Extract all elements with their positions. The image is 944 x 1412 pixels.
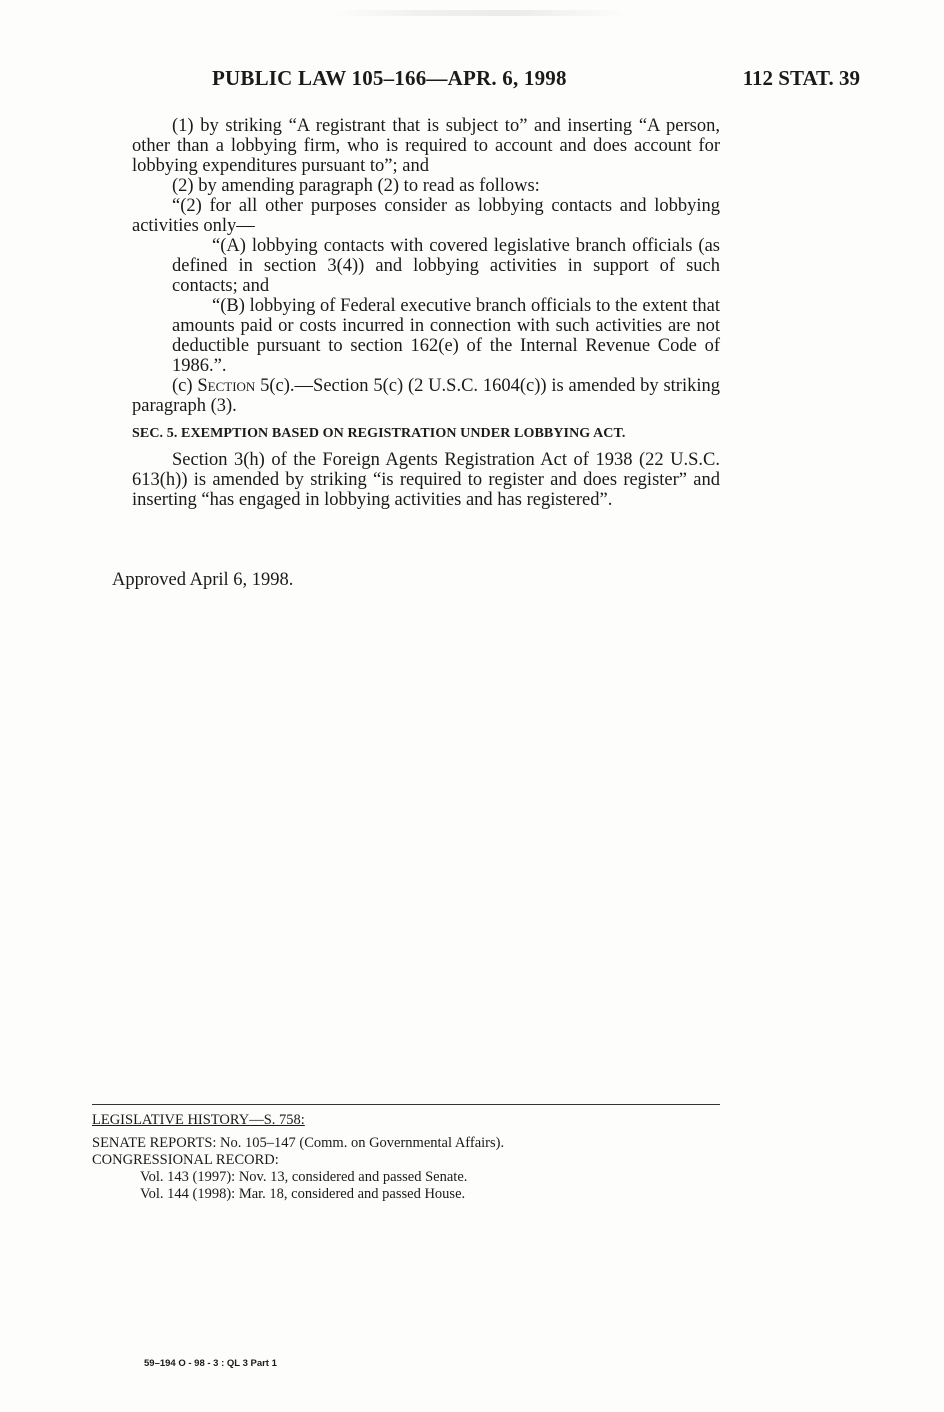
section-5-text: Section 3(h) of the Foreign Agents Registration Act of 1938 (22 U.S.C. 613(h)) is amended by striking “is required to register and does register” and inserting “has engaged in lobbying activities and has registered”. <box>132 450 720 510</box>
subparagraph-a: “(A) lobbying contacts with covered legislative branch officials (as defined in section 3(4)) and lobbying activities in support of such contacts; and <box>172 236 720 296</box>
subsection-c-smallcaps: Section <box>197 376 256 396</box>
approval-date: Approved April 6, 1998. <box>112 570 294 590</box>
record-vol-144: Vol. 144 (1998): Mar. 18, considered and passed House. <box>140 1186 466 1202</box>
subparagraph-b: “(B) lobbying of Federal executive branch officials to the extent that amounts paid or costs incurred in connection with such activities are not deductible pursuant to section 162(e) of the Internal Revenue Code of 1986.”. <box>172 296 720 376</box>
amendment-paragraph-2-text: “(2) for all other purposes consider as lobbying contacts and lobbying activities only— <box>132 196 720 236</box>
record-vol-143: Vol. 143 (1997): Nov. 13, considered and passed Senate. <box>140 1169 468 1185</box>
statute-body <box>132 116 720 510</box>
history-divider <box>92 1104 720 1105</box>
amendment-paragraph-2: (2) by amending paragraph (2) to read as follows: <box>172 176 540 196</box>
scan-artifact <box>330 10 630 16</box>
print-code: 59–194 O - 98 - 3 : QL 3 Part 1 <box>144 1358 277 1369</box>
section-5-heading: SEC. 5. EXEMPTION BASED ON REGISTRATION UNDER LOBBYING ACT. <box>132 426 626 441</box>
history-title: LEGISLATIVE HISTORY—S. 758: <box>92 1112 305 1128</box>
subsection-c-text: 5(c).—Section 5(c) (2 U.S.C. 1604(c)) is amended by striking paragraph (3). <box>132 376 720 416</box>
page-number: 112 STAT. 39 <box>742 66 860 90</box>
legislative-history <box>92 1112 732 1203</box>
congressional-record-label: CONGRESSIONAL RECORD: <box>92 1152 279 1168</box>
subsection-c-lead: (c) <box>172 376 198 396</box>
subsection-c <box>132 376 720 416</box>
running-head-title: PUBLIC LAW 105–166—APR. 6, 1998 <box>212 66 567 90</box>
amendment-paragraph-1: (1) by striking “A registrant that is subject to” and inserting “A person, other than a lobbying firm, who is required to account and does account for lobbying expenditures pursuant to”; and <box>132 116 720 176</box>
senate-reports: SENATE REPORTS: No. 105–147 (Comm. on Governmental Affairs). <box>92 1135 505 1151</box>
page-header <box>0 66 944 96</box>
